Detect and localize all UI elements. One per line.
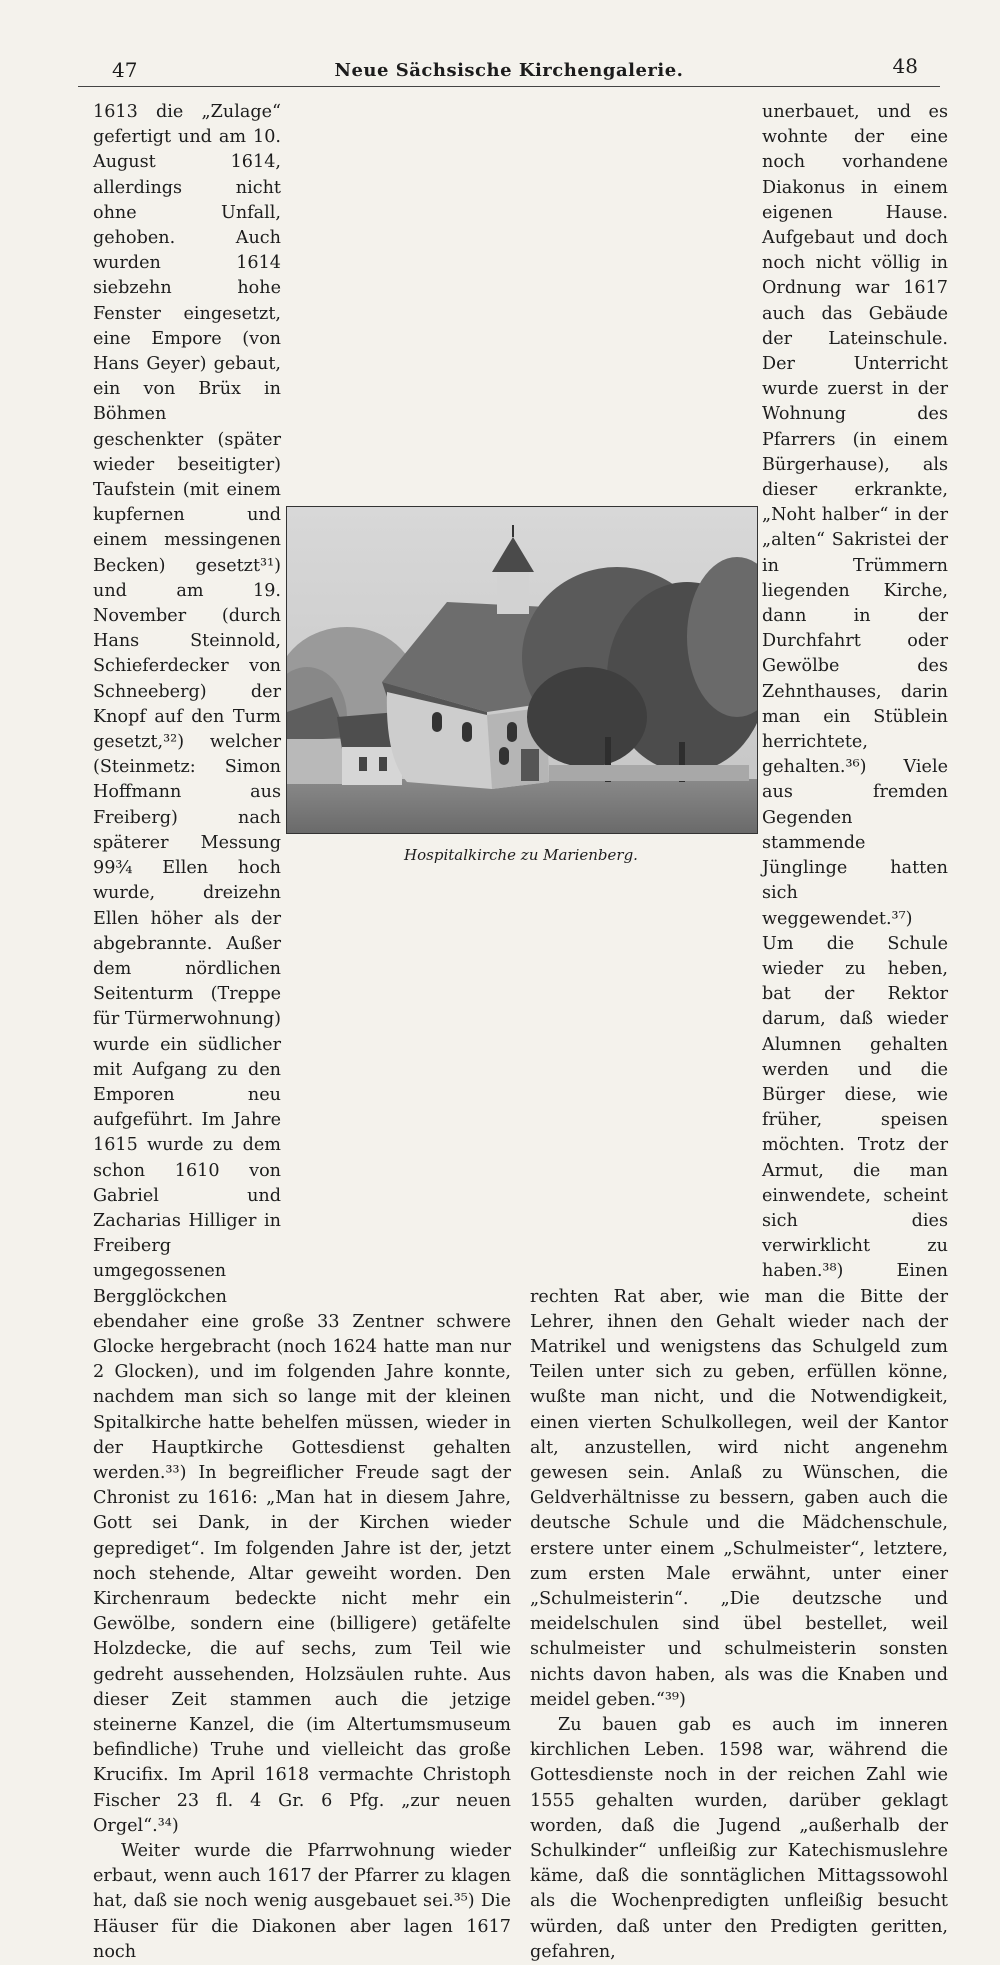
left-paragraph-1: 1613 die „Zulage“ gefertigt und am 10. August 1614, allerdings nicht ohne Unfall, gehoben. Auch wurden 1614 siebzehn hohe Fenster eingesetzt, eine Empore (von Hans Geyer) gebaut, ein von Brüx in Böhmen geschenkter (später wieder beseitigter) Taufstein (mit einem kupfernen und einem messingenen Becken) gesetzt³¹) und am 19. November (durch Hans Steinnold, Schieferdecker von Schneeberg) der Knopf auf den Turm gesetzt,³²) welcher (Steinmetz: Simon Hoffmann aus Freiberg) nach späterer Messung 99¾ Ellen hoch wurde, dreizehn Ellen höher als der abgebrannte. Außer dem nördlichen Seitenturm (Treppe für Türmerwohnung) wurde ein südlicher mit Aufgang zu den Emporen neu aufgeführt. Im Jahre 1615 wurde zu dem schon 1610 von Gabriel und Zacharias Hilliger in Freiberg umgegossenen Bergglöckchen ebendaher eine große 33 Zentner schwere Glocke hergebracht (noch 1624 hatte man nur 2 Glocken), und im folgenden Jahre konnte, nachdem man sich so lange mit der kleinen Spitalkirche hatte behelfen müssen, wieder in der Hauptkirche Gottesdienst gehalten werden.³³) In begreiflicher Freude sagt der Chronist zu 1616: „Man hat in diesem Jahre, Gott sei Dank, in der Kirchen wieder geprediget“. Im folgenden Jahre ist der, jetzt noch stehende, Altar geweiht worden. Den Kirchenraum bedeckte nicht mehr ein Gewölbe, sondern eine (billigere) getäfelte Holzdecke, die auf sechs, zum Teil wie gedreht aussehenden, Holzsäulen ruhte. Aus dieser Zeit stammen auch die jetzige steinerne Kanzel, die (im Altertumsmuseum befindliche) Truhe und vielleicht das große Krucifix. Im April 1618 vermachte Christoph Fischer 23 fl. 4 Gr. 6 Pfg. „zur neuen Orgel“.³⁴): [93, 102, 511, 1836]
church-photo-image: [287, 507, 757, 833]
page-header: [78, 56, 940, 87]
right-paragraph-2: Zu bauen gab es auch im inneren kirchlichen Leben. 1598 war, während die Gottesdienste noch in der reichen Zahl wie 1555 gehalten wurden, darüber geklagt worden, daß die Jugend „außerhalb der Schulkinder“ unfleißig zur Katechismuslehre käme, daß die sonntäglichen Mittagssowohl als die Wochenpredigten unfleißig besucht würden, daß unter den Predigten geritten, gefahren,: [530, 1715, 948, 1962]
right-column: [530, 100, 948, 1965]
page-number-left: 47: [112, 58, 138, 82]
left-column: [93, 100, 511, 1965]
left-paragraph-2: Weiter wurde die Pfarrwohnung wieder erbaut, wenn auch 1617 der Pfarrer zu klagen hat, daß sie noch wenig ausgebauet sei.³⁵) Die Häuser für die Diakonen aber lagen 1617 noch: [93, 1841, 511, 1962]
church-photograph: [286, 506, 758, 834]
running-title: Neue Sächsische Kirchengalerie.: [334, 60, 684, 81]
right-paragraph-1: unerbauet, und es wohnte der eine noch vorhandene Diakonus in einem eigenen Hause. Aufgebaut und doch noch nicht völlig in Ordnung war 1617 auch das Gebäude der Lateinschule. Der Unterricht wurde zuerst in der Wohnung des Pfarrers (in einem Bürgerhause), als dieser erkrankte, „Noht halber“ in der „alten“ Sakristei der in Trümmern liegenden Kirche, dann in der Durchfahrt oder Gewölbe des Zehnthauses, darin man ein Stüblein herrichtete, gehalten.³⁶) Viele aus fremden Gegenden stammende Jünglinge hatten sich weggewendet.³⁷) Um die Schule wieder zu heben, bat der Rektor darum, daß wieder Alumnen gehalten werden und die Bürger diese, wie früher, speisen möchten. Trotz der Armut, die man einwendete, scheint sich dies verwirklicht zu haben.³⁸) Einen rechten Rat aber, wie man die Bitte der Lehrer, ihnen den Gehalt wieder nach der Matrikel und wenigstens das Schulgeld zum Teilen unter sich zu geben, erfüllen könne, wußte man nicht, und die Notwendigkeit, einen vierten Schulkollegen, weil der Kantor alt, anzustellen, wird nicht angenehm gewesen sein. Anlaß zu Wünschen, die Geldverhältnisse zu bessern, gaben auch die deutsche Schule und die Mädchenschule, erstere unter einem „Schulmeister“, letztere, zum ersten Male erwähnt, unter einer „Schulmeisterin“. „Die deutzsche und meidelschulen sind übel bestellet, weil schulmeister und schulmeisterin sonsten nichts davon haben, als was die Knaben und meidel geben.“³⁹): [530, 102, 948, 1710]
page-number-right: 48: [892, 54, 918, 78]
figure-caption: Hospitalkirche zu Marienberg.: [404, 846, 638, 864]
